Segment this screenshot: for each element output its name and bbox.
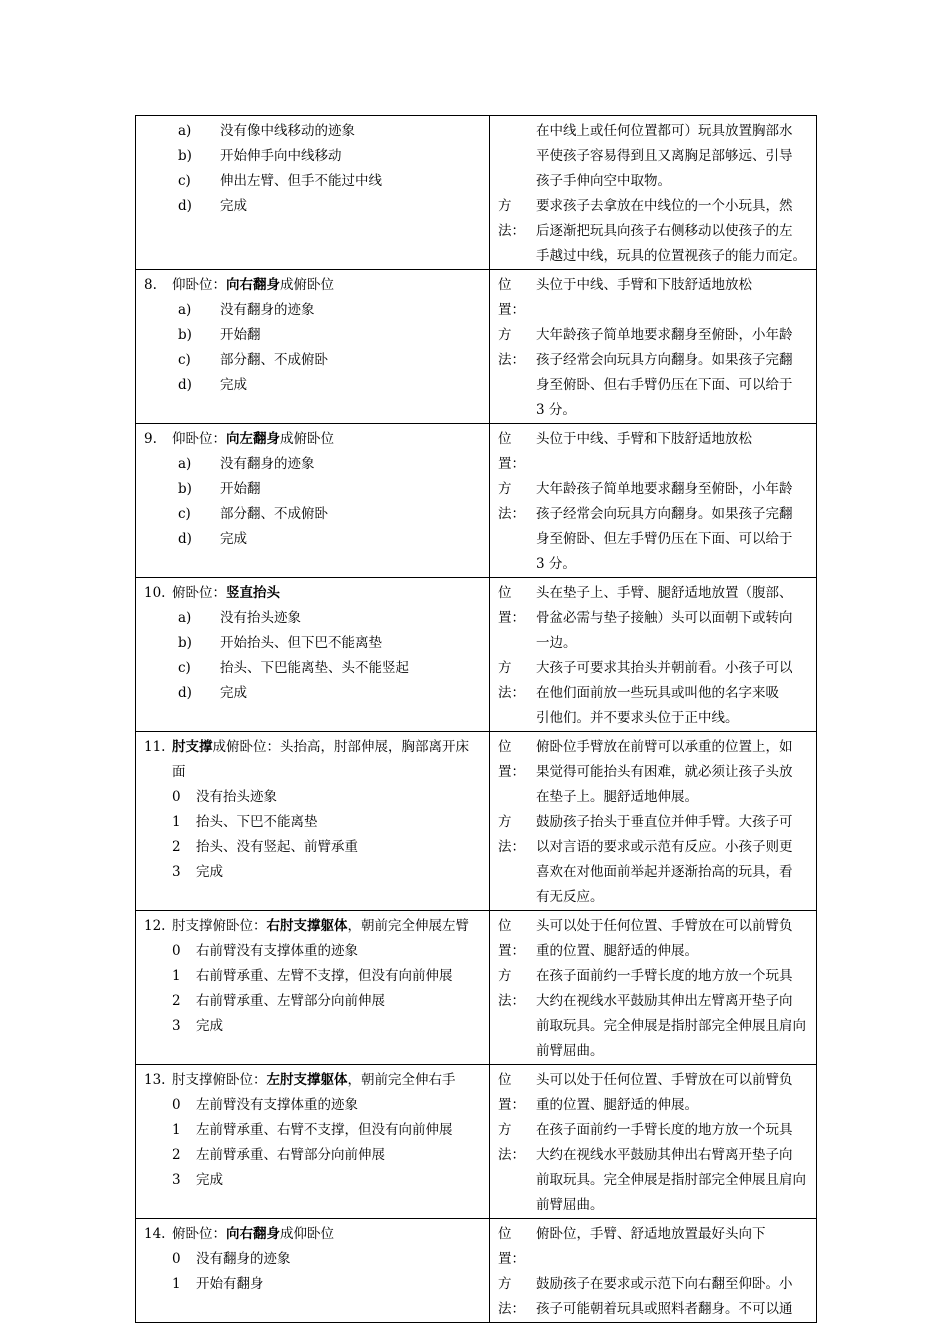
table-row	[136, 578, 817, 732]
option-key: d)	[178, 531, 192, 547]
item-title-continuation: 面	[172, 764, 186, 780]
method-line: 孩子经常会向玩具方向翻身。如果孩子完翻	[536, 352, 793, 368]
item-title-suffix: 成俯卧位	[280, 277, 334, 293]
position-line: 果觉得可能抬头有困难，就必须让孩子头放	[536, 764, 793, 780]
item-option	[144, 1168, 481, 1193]
instruction-cell	[490, 116, 817, 270]
option-text: 完成	[196, 864, 223, 880]
position-block	[498, 914, 808, 964]
method-line: 身至俯卧、但右手臂仍压在下面、可以给于	[536, 377, 793, 393]
item-option	[144, 502, 481, 527]
item-title-suffix: 成仰卧位	[280, 1226, 334, 1242]
item-cell	[136, 1219, 490, 1323]
item-title-suffix: ，朝前完全伸展左臂	[347, 918, 469, 934]
item-option	[144, 1272, 481, 1297]
method-line: 鼓励孩子抬头于垂直位并伸手臂。大孩子可	[536, 814, 793, 830]
position-block	[498, 1068, 808, 1118]
instruction-cell	[490, 1219, 817, 1323]
instruction-cell	[490, 1065, 817, 1219]
item-title-emphasis: 竖直抬头	[226, 585, 280, 601]
item-option	[144, 348, 481, 373]
option-key: b)	[178, 148, 192, 164]
item-title-emphasis: 左肘支撑躯体	[266, 1072, 348, 1088]
item-option	[144, 194, 481, 219]
position-label: 位置：	[498, 277, 525, 318]
method-block	[498, 477, 808, 577]
item-title-prefix: 俯卧位：	[172, 585, 226, 601]
method-line: 大约在视线水平鼓励其伸出右臂离开垫子向	[536, 1147, 793, 1163]
item-option	[144, 835, 481, 860]
option-text: 开始抬头、但下巴不能离垫	[220, 635, 382, 651]
option-key: b)	[178, 481, 192, 497]
position-line: 俯卧位手臂放在前臂可以承重的位置上，如	[536, 739, 793, 755]
option-text: 完成	[196, 1018, 223, 1034]
option-key: a)	[178, 456, 192, 472]
item-cell	[136, 270, 490, 424]
method-line: 大年龄孩子简单地要求翻身至俯卧，小年龄	[536, 327, 793, 343]
item-option	[144, 939, 481, 964]
option-text: 完成	[220, 685, 247, 701]
instruction-continuation: 在中线上或任何位置都可）玩具放置胸部水	[536, 123, 793, 139]
item-title-suffix: 成俯卧位	[280, 431, 334, 447]
item-option	[144, 631, 481, 656]
table-row	[136, 911, 817, 1065]
item-title-emphasis: 向左翻身	[226, 431, 280, 447]
table-row	[136, 116, 817, 270]
item-option	[144, 656, 481, 681]
item-option	[144, 785, 481, 810]
assessment-table	[135, 115, 817, 1323]
position-line: 头位于中线、手臂和下肢舒适地放松	[536, 277, 752, 293]
item-option	[144, 527, 481, 552]
method-line: 引他们。并不要求头位于正中线。	[536, 710, 739, 726]
method-line: 在孩子面前约一手臂长度的地方放一个玩具	[536, 1122, 793, 1138]
method-line: 前臂屈曲。	[536, 1197, 604, 1213]
option-text: 左前臂承重、右臂不支撑，但没有向前伸展	[196, 1122, 453, 1138]
option-key: 2	[172, 839, 181, 855]
item-number: 11.	[144, 739, 166, 755]
item-title-text	[172, 1068, 481, 1093]
option-text: 开始有翻身	[196, 1276, 264, 1292]
method-line: 鼓励孩子在要求或示范下向右翻至仰卧。小	[536, 1276, 793, 1292]
item-cell	[136, 424, 490, 578]
option-text: 没有抬头迹象	[196, 789, 277, 805]
method-text	[536, 964, 808, 1064]
method-label: 方法：	[498, 1122, 525, 1163]
option-key: 1	[172, 1276, 181, 1292]
position-label: 位置：	[498, 585, 525, 626]
method-text	[536, 477, 808, 577]
item-title-text	[172, 735, 481, 760]
position-text	[536, 1068, 808, 1118]
item-option	[144, 298, 481, 323]
item-option	[144, 1143, 481, 1168]
option-key: d)	[178, 685, 192, 701]
item-option	[144, 169, 481, 194]
item-cell	[136, 911, 490, 1065]
option-key: 3	[172, 1018, 181, 1034]
method-label: 方法：	[498, 198, 525, 239]
item-option	[144, 1014, 481, 1039]
method-line: 有无反应。	[536, 889, 604, 905]
item-cell	[136, 116, 490, 270]
position-line: 头在垫子上、手臂、腿舒适地放置（腹部、	[536, 585, 793, 601]
position-line: 重的位置、腿舒适的伸展。	[536, 943, 698, 959]
item-title-emphasis: 肘支撑	[172, 739, 213, 755]
item-title	[144, 914, 481, 939]
method-line: 孩子可能朝着玩具或照料者翻身。不可以通	[536, 1301, 793, 1317]
option-key: b)	[178, 327, 192, 343]
method-label: 方法：	[498, 481, 525, 522]
option-key: a)	[178, 610, 192, 626]
option-key: 0	[172, 1251, 181, 1267]
option-text: 没有像中线移动的迹象	[220, 123, 355, 139]
option-text: 右前臂没有支撑体重的迹象	[196, 943, 358, 959]
item-option	[144, 1247, 481, 1272]
instruction-cell	[490, 270, 817, 424]
method-line: 在孩子面前约一手臂长度的地方放一个玩具	[536, 968, 793, 984]
position-line: 头可以处于任何位置、手臂放在可以前臂负	[536, 1072, 793, 1088]
option-key: d)	[178, 198, 192, 214]
option-text: 开始伸手向中线移动	[220, 148, 342, 164]
option-text: 抬头、没有竖起、前臂承重	[196, 839, 358, 855]
position-text	[536, 914, 808, 964]
position-line: 在垫子上。腿舒适地伸展。	[536, 789, 698, 805]
method-line: 以对言语的要求或示范有反应。小孩子则更	[536, 839, 793, 855]
item-option	[144, 323, 481, 348]
item-title-emphasis: 向右翻身	[226, 1226, 280, 1242]
option-key: 2	[172, 1147, 181, 1163]
option-key: 0	[172, 943, 181, 959]
item-title	[144, 427, 481, 452]
item-title-emphasis: 右肘支撑躯体	[266, 918, 348, 934]
item-title-emphasis: 向右翻身	[226, 277, 280, 293]
method-label: 方法：	[498, 327, 525, 368]
method-label: 方法：	[498, 814, 525, 855]
position-text	[536, 735, 808, 810]
option-text: 右前臂承重、左臂部分向前伸展	[196, 993, 385, 1009]
method-block	[498, 323, 808, 423]
position-line: 一边。	[536, 635, 577, 651]
option-key: c)	[178, 352, 191, 368]
option-text: 没有翻身的迹象	[220, 302, 315, 318]
option-key: 2	[172, 993, 181, 1009]
option-text: 部分翻、不成俯卧	[220, 506, 328, 522]
item-title-text	[172, 581, 481, 606]
option-key: b)	[178, 635, 192, 651]
option-key: 0	[172, 789, 181, 805]
option-text: 完成	[196, 1172, 223, 1188]
item-number: 13.	[144, 1072, 166, 1088]
option-text: 抬头、下巴能离垫、头不能竖起	[220, 660, 409, 676]
method-line: 孩子经常会向玩具方向翻身。如果孩子完翻	[536, 506, 793, 522]
option-key: 3	[172, 1172, 181, 1188]
option-text: 完成	[220, 377, 247, 393]
position-label: 位置：	[498, 1072, 525, 1113]
option-text: 部分翻、不成俯卧	[220, 352, 328, 368]
position-text	[536, 581, 808, 656]
method-line: 大约在视线水平鼓励其伸出左臂离开垫子向	[536, 993, 793, 1009]
method-block	[498, 810, 808, 910]
item-cell	[136, 578, 490, 732]
option-text: 开始翻	[220, 327, 261, 343]
option-text: 右前臂承重、左臂不支撑，但没有向前伸展	[196, 968, 453, 984]
table-body	[136, 116, 817, 1323]
option-key: 1	[172, 814, 181, 830]
method-text	[536, 1118, 808, 1218]
item-option	[144, 681, 481, 706]
position-label: 位置：	[498, 1226, 525, 1267]
item-option	[144, 989, 481, 1014]
item-option	[144, 860, 481, 885]
method-line: 喜欢在对他面前举起并逐渐抬高的玩具，看	[536, 864, 793, 880]
option-text: 没有翻身的迹象	[220, 456, 315, 472]
option-key: 1	[172, 968, 181, 984]
option-text: 伸出左臂、但手不能过中线	[220, 173, 382, 189]
item-number: 12.	[144, 918, 166, 934]
method-line: 前取玩具。完全伸展是指肘部完全伸展且肩向	[536, 1172, 806, 1188]
method-line: 前取玩具。完全伸展是指肘部完全伸展且肩向	[536, 1018, 806, 1034]
item-title-text	[172, 914, 481, 939]
item-title	[144, 735, 481, 760]
method-block	[498, 1118, 808, 1218]
item-title-text	[172, 273, 481, 298]
item-title	[144, 581, 481, 606]
method-label: 方法：	[498, 660, 525, 701]
position-line: 头可以处于任何位置、手臂放在可以前臂负	[536, 918, 793, 934]
item-number: 14.	[144, 1226, 166, 1242]
method-text	[536, 1272, 808, 1322]
item-title-suffix: 成俯卧位：头抬高，肘部伸展，胸部离开床	[212, 739, 469, 755]
item-cell	[136, 732, 490, 911]
option-key: d)	[178, 377, 192, 393]
instruction-cell	[490, 578, 817, 732]
method-block	[498, 964, 808, 1064]
item-title-prefix: 仰卧位：	[172, 277, 226, 293]
option-text: 左前臂没有支撑体重的迹象	[196, 1097, 358, 1113]
item-option	[144, 477, 481, 502]
instruction-cell	[490, 732, 817, 911]
method-text	[536, 810, 808, 910]
option-key: c)	[178, 173, 191, 189]
position-text	[536, 273, 808, 323]
method-line: 身至俯卧、但左手臂仍压在下面、可以给于	[536, 531, 793, 547]
item-title-prefix: 俯卧位：	[172, 1226, 226, 1242]
item-option	[144, 373, 481, 398]
method-block	[498, 656, 808, 731]
method-line: 大孩子可要求其抬头并朝前看。小孩子可以	[536, 660, 793, 676]
method-line: 大年龄孩子简单地要求翻身至俯卧，小年龄	[536, 481, 793, 497]
item-option	[144, 452, 481, 477]
item-option	[144, 1093, 481, 1118]
method-text	[536, 323, 808, 423]
option-text: 抬头、下巴不能离垫	[196, 814, 318, 830]
option-text: 开始翻	[220, 481, 261, 497]
method-block	[498, 1272, 808, 1322]
table-row	[136, 270, 817, 424]
option-key: 1	[172, 1122, 181, 1138]
position-text	[536, 427, 808, 477]
method-line: 前臂屈曲。	[536, 1043, 604, 1059]
method-line: 3 分。	[536, 556, 576, 572]
item-title-prefix: 肘支撑俯卧位：	[172, 1072, 267, 1088]
position-text	[536, 1222, 808, 1272]
item-option	[144, 810, 481, 835]
position-line: 头位于中线、手臂和下肢舒适地放松	[536, 431, 752, 447]
item-number: 9.	[144, 431, 157, 447]
table-row	[136, 424, 817, 578]
position-block	[498, 427, 808, 477]
item-title-prefix: 仰卧位：	[172, 431, 226, 447]
position-line: 俯卧位，手臂、舒适地放置最好头向下	[536, 1226, 766, 1242]
item-option	[144, 119, 481, 144]
item-option	[144, 144, 481, 169]
option-key: c)	[178, 660, 191, 676]
item-option	[144, 1118, 481, 1143]
item-title	[144, 1068, 481, 1093]
instruction-continuation: 平使孩子容易得到且又离胸足部够远、引导	[536, 148, 793, 164]
method-line: 后逐渐把玩具向孩子右侧移动以使孩子的左	[536, 223, 793, 239]
item-title-text	[172, 427, 481, 452]
position-label: 位置：	[498, 739, 525, 780]
table-row	[136, 1219, 817, 1323]
position-block	[498, 581, 808, 656]
instruction-cell	[490, 911, 817, 1065]
option-key: 0	[172, 1097, 181, 1113]
item-cell	[136, 1065, 490, 1219]
option-key: a)	[178, 302, 192, 318]
method-label: 方法：	[498, 968, 525, 1009]
item-option	[144, 964, 481, 989]
item-title-text	[172, 1222, 481, 1247]
position-block	[498, 1222, 808, 1272]
instruction-continuation: 孩子手伸向空中取物。	[536, 173, 671, 189]
instruction-cell	[490, 424, 817, 578]
method-line: 手越过中线，玩具的位置视孩子的能力而定。	[536, 248, 806, 264]
table-row	[136, 732, 817, 911]
position-block	[498, 735, 808, 810]
option-text: 完成	[220, 531, 247, 547]
option-key: a)	[178, 123, 192, 139]
method-text	[536, 656, 808, 731]
method-line: 在他们面前放一些玩具或叫他的名字来吸	[536, 685, 779, 701]
method-block	[498, 194, 808, 269]
option-text: 没有抬头迹象	[220, 610, 301, 626]
item-title	[144, 273, 481, 298]
item-title-suffix: ，朝前完全伸右手	[347, 1072, 456, 1088]
position-label: 位置：	[498, 918, 525, 959]
option-key: 3	[172, 864, 181, 880]
method-label: 方法：	[498, 1276, 525, 1317]
position-block	[498, 273, 808, 323]
method-line: 要求孩子去拿放在中线位的一个小玩具，然	[536, 198, 793, 214]
option-text: 完成	[220, 198, 247, 214]
item-number: 10.	[144, 585, 166, 601]
position-line: 骨盆必需与垫子接触）头可以面朝下或转向	[536, 610, 793, 626]
option-key: c)	[178, 506, 191, 522]
item-title	[144, 1222, 481, 1247]
table-row	[136, 1065, 817, 1219]
option-text: 没有翻身的迹象	[196, 1251, 291, 1267]
position-label: 位置：	[498, 431, 525, 472]
item-option	[144, 606, 481, 631]
method-text	[536, 194, 808, 269]
method-line: 3 分。	[536, 402, 576, 418]
item-title-prefix: 肘支撑俯卧位：	[172, 918, 267, 934]
item-number: 8.	[144, 277, 157, 293]
option-text: 左前臂承重、右臂部分向前伸展	[196, 1147, 385, 1163]
position-line: 重的位置、腿舒适的伸展。	[536, 1097, 698, 1113]
